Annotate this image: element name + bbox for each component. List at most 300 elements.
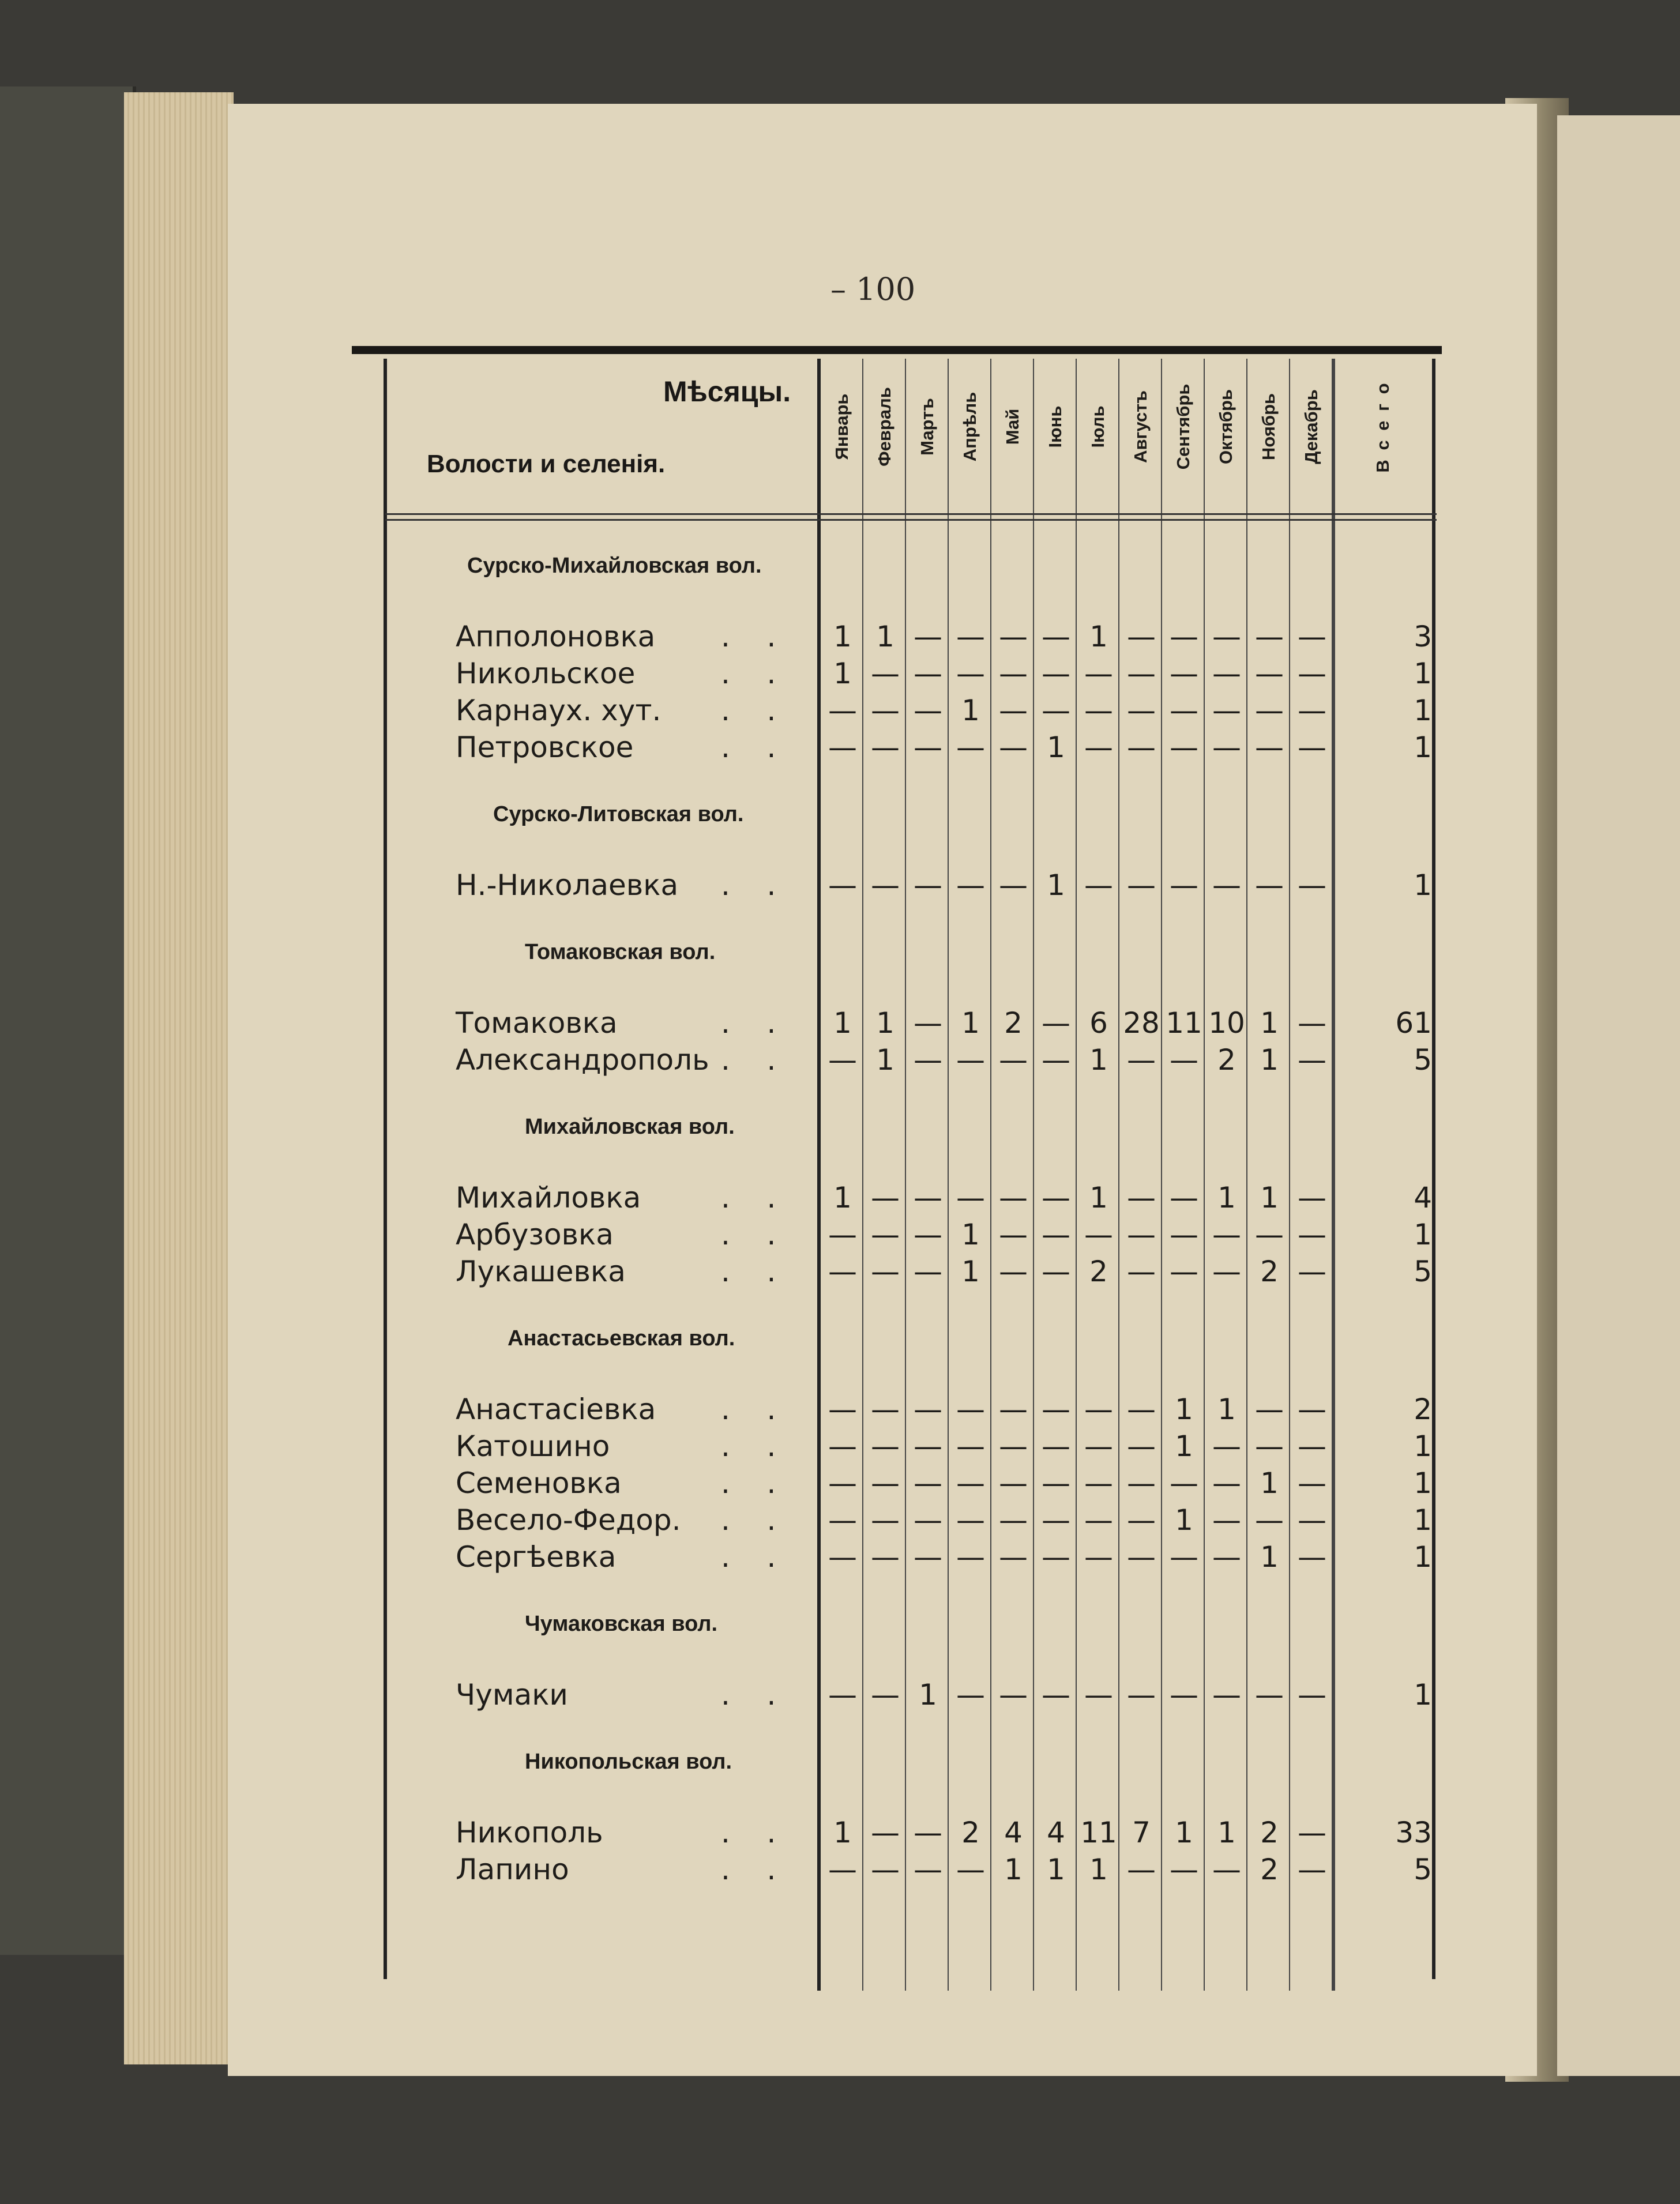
month-header-label: Май [1002,408,1023,445]
month-cell: 11 [1080,1816,1117,1849]
row-name: Александрополь [456,1043,709,1077]
month-cell: — [1255,620,1284,653]
month-header [822,369,862,484]
month-cell: — [1255,1218,1284,1251]
month-cell: — [1170,657,1198,690]
table-row [352,731,1444,768]
month-cell: 2 [1004,1006,1023,1040]
month-cell: — [1084,1503,1113,1537]
row-name: Сергѣевка [456,1540,617,1574]
row-leader-dots: . . [721,1503,776,1537]
month-cell: 1 [833,1006,852,1040]
month-cell: — [914,868,942,902]
month-cell: — [1255,694,1284,727]
month-cell: 1 [833,1816,852,1849]
month-cell: 1 [961,1255,980,1288]
month-cell: — [999,1503,1028,1537]
section-title: Сурско-Михайловская вол. [467,554,762,578]
page-stack [124,92,234,2064]
month-cell: — [1212,657,1241,690]
month-cell: — [914,1218,942,1251]
month-cell: — [1042,694,1070,727]
month-header-label: Мартъ [917,398,937,456]
month-header [950,369,990,484]
month-cell: — [1127,1430,1156,1463]
month-cell: — [1084,731,1113,764]
month-cell: — [1255,1393,1284,1426]
row-leader-dots: . . [721,1181,776,1214]
month-column-divider [1076,359,1077,1991]
month-cell: — [1084,868,1113,902]
month-column-divider [1033,359,1034,1991]
month-cell: — [1170,868,1198,902]
month-header-label: Февраль [874,387,895,467]
month-cell: — [1084,657,1113,690]
total-header [1363,369,1403,484]
row-leader-dots: . . [721,1816,776,1849]
month-header-label: Декабрь [1301,389,1321,464]
month-cell: — [1212,868,1241,902]
section-title: Сурско-Литовская вол. [493,802,744,826]
month-cell: — [914,1540,942,1574]
month-cell: — [1127,1218,1156,1251]
month-cell: — [1212,1853,1241,1886]
row-total: 1 [1414,657,1432,690]
month-cell: — [1042,1430,1070,1463]
month-cell: — [956,1430,985,1463]
row-name: Арбузовка [456,1218,614,1251]
month-cell: — [871,1430,900,1463]
month-cell: 1 [833,620,852,653]
month-cell: 1 [1260,1540,1279,1574]
row-total: 5 [1414,1853,1432,1886]
month-cell: — [1042,1006,1070,1040]
row-leader-dots: . . [721,1393,776,1426]
month-cell: — [1127,1678,1156,1712]
row-name: Весело-Федор. [456,1503,681,1537]
table-row [352,1430,1444,1466]
month-cell: — [956,1853,985,1886]
table-row [352,657,1444,694]
total-header-label: В с е г о [1373,381,1393,473]
month-header-label: Іюнь [1045,405,1065,448]
row-total: 5 [1414,1043,1432,1077]
month-cell: — [1042,657,1070,690]
month-cell: — [914,1393,942,1426]
month-column-divider [1161,359,1162,1991]
month-cell: — [871,1466,900,1500]
month-cell: 1 [1175,1430,1193,1463]
month-column-divider [1204,359,1205,1991]
month-cell: — [1127,868,1156,902]
month-cell: — [956,731,985,764]
month-cell: — [914,657,942,690]
month-cell: — [1170,1853,1198,1886]
month-cell: — [914,1466,942,1500]
month-cell: 1 [1175,1503,1193,1537]
section-title: Томаковская вол. [525,940,716,964]
section-title: Никопольская вол. [525,1750,732,1774]
row-total: 1 [1414,1466,1432,1500]
month-cell: — [1212,694,1241,727]
month-cell: — [1212,1255,1241,1288]
month-header [1249,369,1289,484]
month-cell: — [956,1393,985,1426]
table-row [352,1853,1444,1890]
month-header-label: Іюль [1088,405,1108,448]
month-cell: — [1298,1043,1326,1077]
month-cell: — [1298,1218,1326,1251]
month-cell: 1 [1004,1853,1023,1886]
month-cell: — [999,1678,1028,1712]
month-cell: — [1042,1678,1070,1712]
month-cell: 1 [1260,1006,1279,1040]
row-name: Михайловка [456,1181,641,1214]
month-cell: 1 [1089,1853,1108,1886]
month-cell: — [1212,620,1241,653]
month-cell: — [1042,1255,1070,1288]
month-cell: 1 [876,1006,895,1040]
month-cell: 4 [1004,1816,1023,1849]
month-cell: — [871,1218,900,1251]
month-column-divider [1289,359,1290,1991]
month-cell: — [1042,620,1070,653]
month-cell: — [1084,1678,1113,1712]
month-column-divider [948,359,949,1991]
month-cell: — [871,1816,900,1849]
month-cell: — [1042,1393,1070,1426]
month-column-divider [905,359,906,1991]
month-cell: — [1212,1430,1241,1463]
month-cell: — [914,1181,942,1214]
month-header [1163,369,1204,484]
month-cell: — [1127,620,1156,653]
month-cell: — [1298,1181,1326,1214]
month-cell: — [828,694,857,727]
month-cell: — [1170,694,1198,727]
month-cell: — [871,1678,900,1712]
month-cell: — [999,1393,1028,1426]
month-cell: — [828,1678,857,1712]
table-row [352,1503,1444,1540]
month-cell: — [871,1853,900,1886]
month-cell: — [1170,1255,1198,1288]
table-row [352,1678,1444,1715]
table-row [352,1255,1444,1292]
month-cell: — [914,1430,942,1463]
month-cell: — [1298,1540,1326,1574]
section-title: Чумаковская вол. [525,1612,718,1636]
month-cell: — [914,1006,942,1040]
month-cell: — [914,620,942,653]
month-cell: — [1212,731,1241,764]
row-total: 1 [1414,1218,1432,1251]
right-border [1432,359,1435,1979]
month-cell: 1 [961,694,980,727]
month-cell: — [1298,1466,1326,1500]
month-header [993,369,1033,484]
month-cell: — [956,657,985,690]
month-cell: — [956,1181,985,1214]
month-cell: 10 [1208,1006,1245,1040]
row-total: 1 [1414,694,1432,727]
month-cell: — [1212,1218,1241,1251]
month-cell: — [1170,1678,1198,1712]
month-cell: 1 [1175,1393,1193,1426]
month-cell: — [828,731,857,764]
month-cell: — [956,620,985,653]
row-total: 1 [1414,731,1432,764]
month-cell: — [1127,1255,1156,1288]
month-cell: — [1042,1181,1070,1214]
month-cell: — [1255,868,1284,902]
month-header [1291,369,1332,484]
month-cell: — [999,1430,1028,1463]
left-border [384,359,387,1979]
month-cell: 1 [1047,1853,1065,1886]
month-cell: — [1255,657,1284,690]
month-cell: 4 [1047,1816,1065,1849]
month-cell: — [1298,1393,1326,1426]
row-leader-dots: . . [721,1853,776,1886]
month-cell: 1 [1260,1466,1279,1500]
month-cell: — [1042,1540,1070,1574]
month-cell: — [956,1043,985,1077]
month-cell: 1 [919,1678,937,1712]
month-cell: — [871,1503,900,1537]
month-cell: — [1298,1816,1326,1849]
month-cell: — [999,1043,1028,1077]
table [352,346,1442,1989]
month-cell: — [828,1255,857,1288]
month-cell: — [1298,694,1326,727]
month-cell: 1 [876,1043,895,1077]
month-cell: — [1298,1853,1326,1886]
month-cell: — [999,694,1028,727]
month-cell: 1 [961,1006,980,1040]
month-cell: — [871,731,900,764]
month-cell: — [1212,1678,1241,1712]
month-cell: 1 [1217,1816,1236,1849]
row-name: Никополь [456,1816,603,1849]
table-row [352,620,1444,657]
month-column-divider [990,359,991,1991]
months-label: Мѣсяцы. [663,375,791,408]
month-cell: — [871,868,900,902]
row-leader-dots: . . [721,1043,776,1077]
month-cell: — [999,620,1028,653]
month-cell: — [1127,1540,1156,1574]
month-header-label: Ноябрь [1258,393,1279,461]
row-name: Петровское [456,731,634,764]
row-name: Томаковка [456,1006,618,1040]
month-cell: — [1042,1218,1070,1251]
table-row [352,1393,1444,1430]
month-header-label: Октябрь [1216,389,1236,465]
month-cell: — [956,1466,985,1500]
month-cell: — [1298,868,1326,902]
month-column-divider [1118,359,1119,1991]
month-cell: — [871,1393,900,1426]
month-cell: — [1127,1853,1156,1886]
month-cell: 1 [1175,1816,1193,1849]
month-cell: 1 [1047,731,1065,764]
month-cell: — [914,1255,942,1288]
month-cell: — [871,694,900,727]
table-row [352,1006,1444,1043]
month-column-divider [862,359,863,1991]
month-cell: — [1127,731,1156,764]
row-total: 1 [1414,868,1432,902]
row-name: Анастасіевка [456,1393,656,1426]
month-cell: — [1298,1006,1326,1040]
month-header-label: Апрѣль [960,392,980,462]
month-cell: 1 [1260,1181,1279,1214]
month-cell: 1 [1089,1043,1108,1077]
table-row [352,1816,1444,1853]
month-cell: — [914,731,942,764]
month-cell: — [1084,1430,1113,1463]
month-cell: — [999,657,1028,690]
month-cell: 1 [1047,868,1065,902]
row-name: Лапино [456,1853,569,1886]
month-cell: — [1212,1503,1241,1537]
header-rule-bottom [385,519,1437,521]
month-cell: — [1212,1540,1241,1574]
month-cell: — [828,1540,857,1574]
month-cell: 1 [961,1218,980,1251]
month-cell: — [999,1466,1028,1500]
row-name: Карнаух. хут. [456,694,662,727]
row-total: 1 [1414,1678,1432,1712]
month-cell: — [871,1540,900,1574]
row-total: 33 [1395,1816,1432,1849]
month-cell: — [1170,1540,1198,1574]
month-cell: — [914,694,942,727]
row-leader-dots: . . [721,868,776,902]
row-total: 2 [1414,1393,1432,1426]
month-cell: — [1127,1503,1156,1537]
header-rule-top [385,513,1437,515]
month-cell: — [1170,731,1198,764]
row-name: Апполоновка [456,620,656,653]
month-cell: 2 [1260,1853,1279,1886]
month-header [1035,369,1076,484]
month-cell: — [1084,1466,1113,1500]
month-cell: — [1127,657,1156,690]
month-cell: — [914,1853,942,1886]
row-total: 5 [1414,1255,1432,1288]
row-leader-dots: . . [721,1255,776,1288]
row-total: 1 [1414,1503,1432,1537]
month-cell: — [828,1503,857,1537]
row-leader-dots: . . [721,1430,776,1463]
right-page [1557,115,1680,2076]
month-cell: — [828,1218,857,1251]
row-leader-dots: . . [721,1678,776,1712]
row-leader-dots: . . [721,731,776,764]
month-cell: — [1127,694,1156,727]
month-cell: — [1084,694,1113,727]
month-column-divider [1332,359,1335,1991]
month-cell: — [1127,1466,1156,1500]
month-header [865,369,905,484]
month-cell: — [871,657,900,690]
section-title: Анастасьевская вол. [508,1326,735,1351]
row-total: 1 [1414,1540,1432,1574]
row-name: Чумаки [456,1678,568,1712]
table-row [352,1466,1444,1503]
month-cell: 11 [1166,1006,1202,1040]
month-cell: 2 [1089,1255,1108,1288]
month-cell: — [828,868,857,902]
row-leader-dots: . . [721,1218,776,1251]
row-name: Н.-Николаевка [456,868,679,902]
month-cell: 6 [1089,1006,1108,1040]
month-cell: — [956,1678,985,1712]
row-name: Катошино [456,1430,610,1463]
month-cell: 1 [1217,1393,1236,1426]
table-row [352,694,1444,731]
month-cell: — [956,1503,985,1537]
month-cell: — [956,1540,985,1574]
month-cell: 1 [833,1181,852,1214]
month-cell: 2 [1217,1043,1236,1077]
month-cell: — [1084,1218,1113,1251]
month-cell: 1 [1217,1181,1236,1214]
month-cell: — [1298,1255,1326,1288]
row-leader-dots: . . [721,657,776,690]
month-cell: — [999,868,1028,902]
page-number: – 100 [830,271,916,307]
month-cell: 2 [1260,1816,1279,1849]
row-leader-dots: . . [721,1006,776,1040]
month-cell: — [1212,1466,1241,1500]
month-cell: — [871,1255,900,1288]
row-leader-dots: . . [721,1540,776,1574]
row-leader-dots: . . [721,694,776,727]
month-header-label: Январь [832,393,852,460]
row-name: Никольское [456,657,636,690]
month-cell: — [828,1393,857,1426]
month-cell: — [1255,1503,1284,1537]
month-cell: — [1298,1503,1326,1537]
book-edge [0,86,136,1955]
month-cell: — [914,1503,942,1537]
table-top-rule [352,346,1442,354]
month-cell: — [1127,1043,1156,1077]
month-cell: — [1298,657,1326,690]
month-cell: 1 [1089,1181,1108,1214]
month-cell: — [1298,1430,1326,1463]
month-cell: — [1298,731,1326,764]
row-total: 3 [1414,620,1432,653]
month-cell: — [1170,620,1198,653]
row-total: 1 [1414,1430,1432,1463]
month-cell: — [1298,1678,1326,1712]
month-cell: — [1170,1043,1198,1077]
month-cell: — [999,731,1028,764]
row-leader-dots: . . [721,620,776,653]
month-cell: — [999,1218,1028,1251]
month-cell: — [914,1043,942,1077]
month-cell: — [1042,1466,1070,1500]
month-cell: 1 [833,657,852,690]
month-cell: — [1255,731,1284,764]
month-cell: — [1042,1503,1070,1537]
month-cell: — [828,1466,857,1500]
month-cell: 28 [1123,1006,1160,1040]
